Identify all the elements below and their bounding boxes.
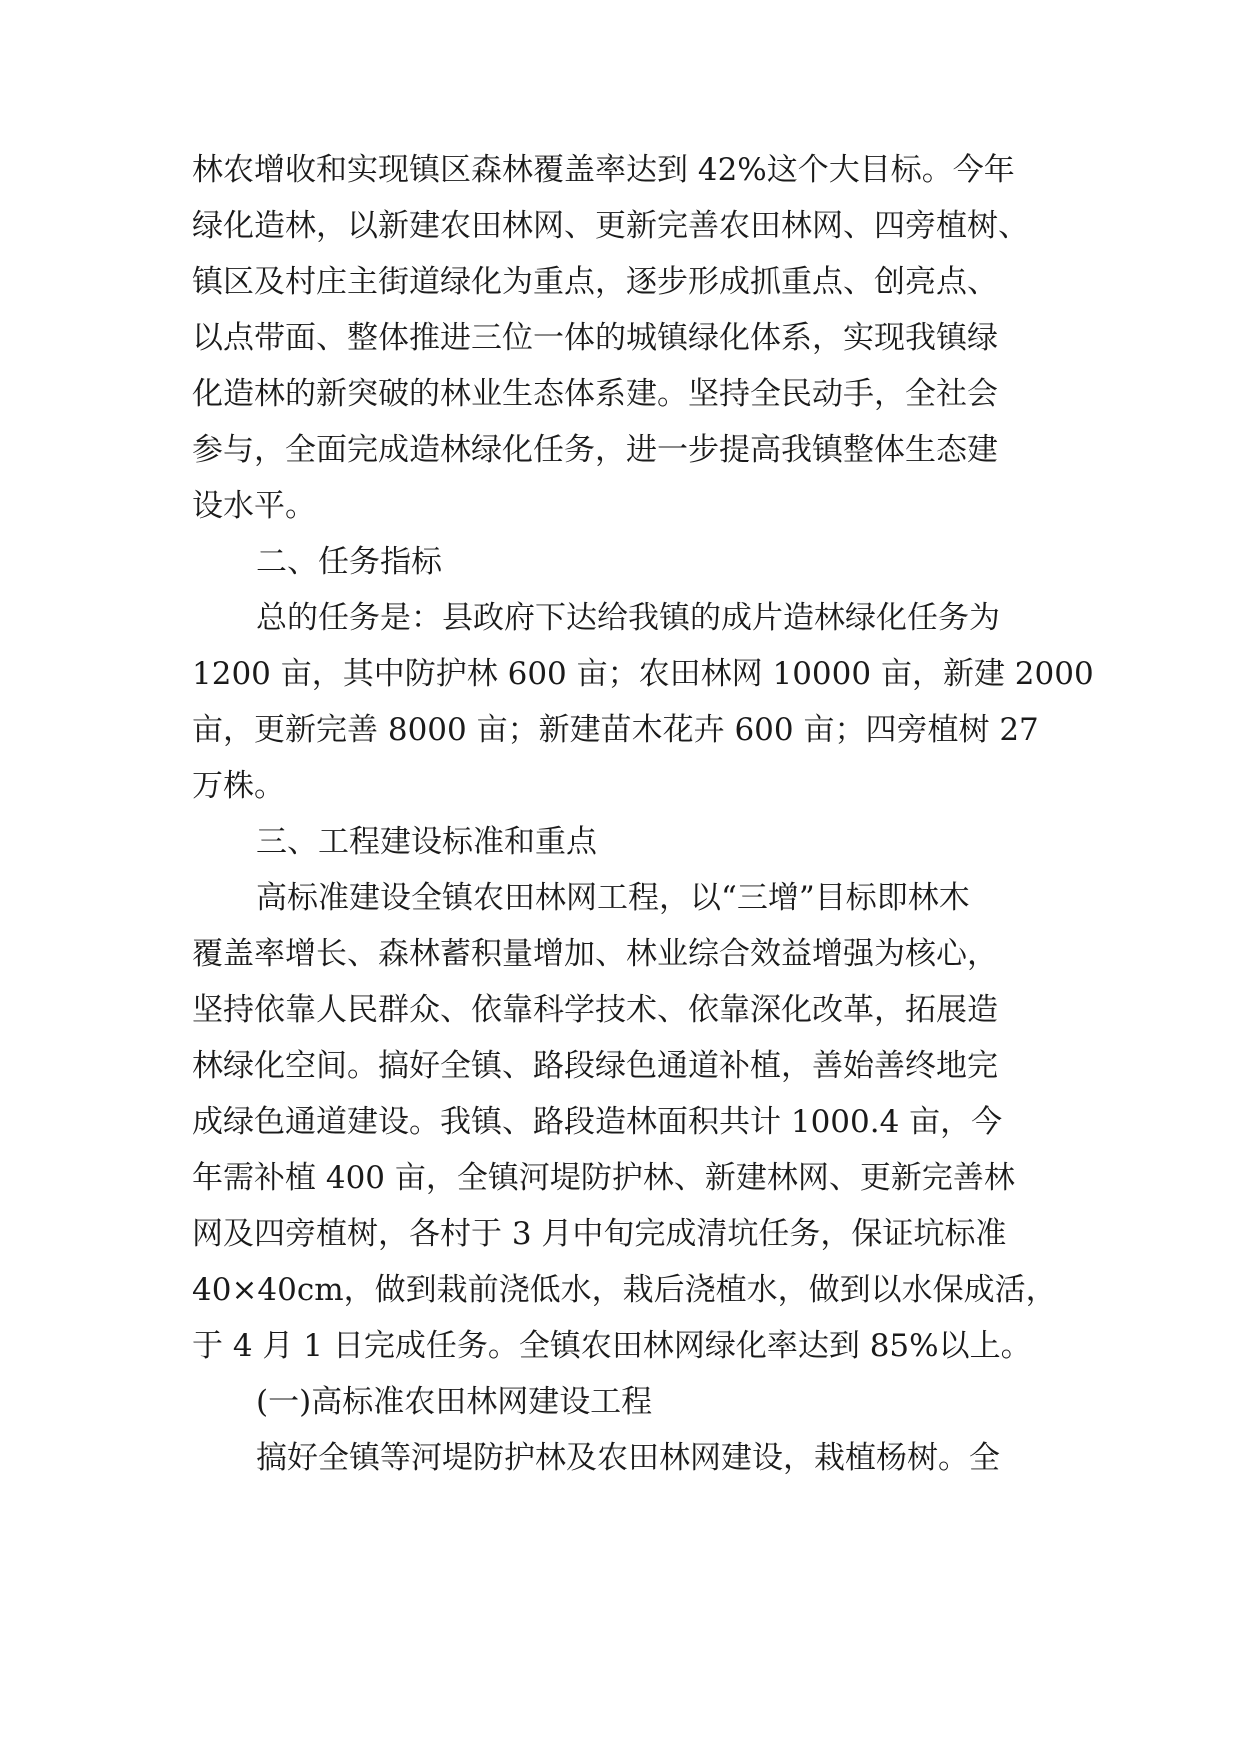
text-line: 参与，全面完成造林绿化任务，进一步提高我镇整体生态建 <box>192 432 998 468</box>
text-line: 总的任务是：县政府下达给我镇的成片造林绿化任务为 <box>256 600 1000 636</box>
section-heading: 三、工程建设标准和重点 <box>256 824 597 860</box>
text-line: 覆盖率增长、森林蓄积量增加、林业综合效益增强为核心， <box>192 936 998 972</box>
subsection-heading: (一)高标准农田林网建设工程 <box>256 1384 653 1420</box>
text-line: 万株。 <box>192 768 285 804</box>
text-line: 搞好全镇等河堤防护林及农田林网建设，栽植杨树。全 <box>256 1440 1000 1476</box>
text-line: 绿化造林，以新建农田林网、更新完善农田林网、四旁植树、 <box>192 208 1029 244</box>
text-line: 亩，更新完善 8000 亩；新建苗木花卉 600 亩；四旁植树 27 <box>192 712 1039 748</box>
text-line: 年需补植 400 亩，全镇河堤防护林、新建林网、更新完善林 <box>192 1160 1015 1196</box>
text-line: 化造林的新突破的林业生态体系建。坚持全民动手，全社会 <box>192 376 998 412</box>
text-line: 林农增收和实现镇区森林覆盖率达到 42%这个大目标。今年 <box>192 152 1015 188</box>
text-line: 林绿化空间。搞好全镇、路段绿色通道补植，善始善终地完 <box>192 1048 998 1084</box>
text-line: 坚持依靠人民群众、依靠科学技术、依靠深化改革，拓展造 <box>192 992 998 1028</box>
text-line: 高标准建设全镇农田林网工程，以“三增”目标即林木 <box>256 880 970 916</box>
text-line: 镇区及村庄主街道绿化为重点，逐步形成抓重点、创亮点、 <box>192 264 998 300</box>
section-heading: 二、任务指标 <box>256 544 442 580</box>
text-line: 40×40cm，做到栽前浇低水，栽后浇植水，做到以水保成活， <box>192 1272 1057 1308</box>
text-line: 以点带面、整体推进三位一体的城镇绿化体系，实现我镇绿 <box>192 320 998 356</box>
text-line: 网及四旁植树，各村于 3 月中旬完成清坑任务，保证坑标准 <box>192 1216 1007 1252</box>
text-line: 成绿色通道建设。我镇、路段造林面积共计 1000.4 亩，今 <box>192 1104 1003 1140</box>
text-line: 于 4 月 1 日完成任务。全镇农田林网绿化率达到 85%以上。 <box>192 1328 1032 1364</box>
text-line: 1200 亩，其中防护林 600 亩；农田林网 10000 亩，新建 2000 <box>192 656 1094 692</box>
text-line: 设水平。 <box>192 488 316 524</box>
